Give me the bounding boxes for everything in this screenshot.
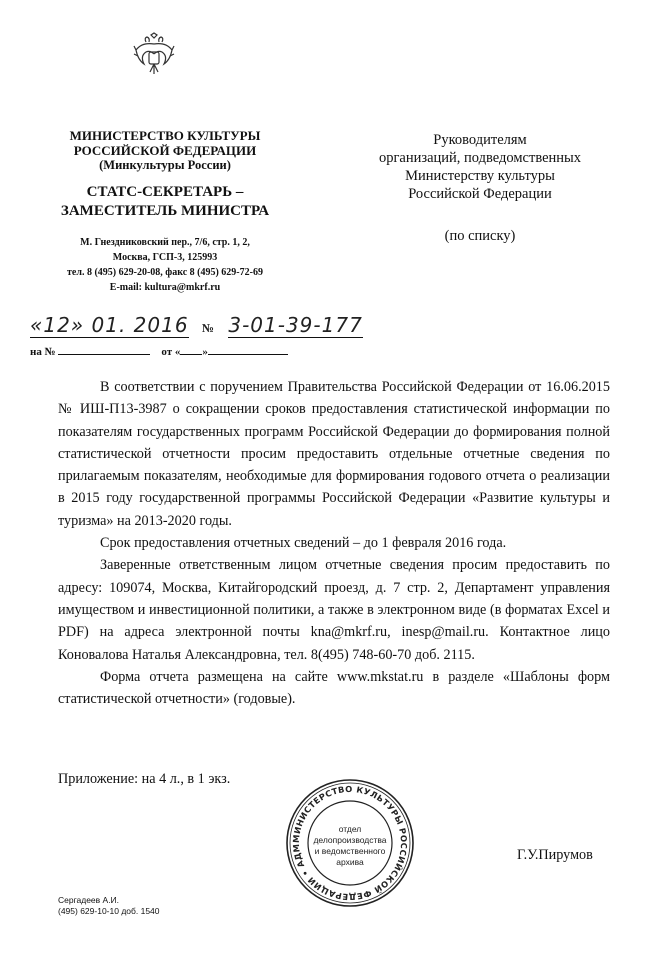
ministry-line2: РОССИЙСКОЙ ФЕДЕРАЦИИ — [73, 143, 257, 158]
na-blank — [58, 344, 150, 355]
letter-body — [58, 376, 610, 710]
address-line2: Москва, ГСП-3, 125993 — [112, 252, 218, 263]
paragraph-2: Срок предоставления отчетных сведений – до 1 февраля 2016 года. — [100, 535, 507, 552]
ministry-line1: МИНИСТЕРСТВО КУЛЬТУРЫ — [69, 128, 261, 143]
registration-date: «12» 01. 2016 — [30, 313, 189, 337]
recipient-block — [340, 131, 620, 203]
na-label: на № — [30, 346, 56, 358]
stamp-center-line4: архива — [336, 857, 364, 867]
reference-line — [30, 344, 288, 358]
paragraph-3: Заверенные ответственным лицом отчетные сведения просим предоставить по адресу: 109074, Москва, Китайгородский проезд, д. 7 стр. 2, Департамент управления имуществом и инвестиционной политики, а также в электронном виде (в форматах Excel и PDF) на адреса электронной почты kna@mkrf.ru, inesp@mail.ru. Контактное лицо Коновалова Наталья Александровна, тел. 8(495) 748-60-70 доб. 2115. — [58, 557, 610, 663]
registration-number: 3-01-39-177 — [228, 313, 363, 337]
recipient-line2: организаций, подведомственных — [378, 150, 582, 166]
recipient-line1: Руководителям — [433, 132, 527, 148]
number-sign: № — [201, 321, 215, 335]
by-list-note: (по списку) — [444, 228, 516, 244]
executor-name: Сергадеев А.И. — [58, 895, 120, 905]
ot-month-blank — [208, 344, 288, 355]
recipient-line3: Министерству культуры — [405, 168, 555, 184]
attachment-note: Приложение: на 4 л., в 1 экз. — [58, 771, 231, 787]
recipient-line4: Российской Федерации — [408, 186, 552, 202]
stamp-center-line1: отдел — [338, 824, 362, 834]
ministry-short: (Минкультуры России) — [99, 158, 231, 172]
ot-day-blank — [180, 344, 202, 355]
address-line3: тел. 8 (495) 629-20-08, факс 8 (495) 629-72-69 — [67, 267, 263, 278]
position-line1: СТАТС-СЕКРЕТАРЬ – — [86, 184, 244, 200]
address-line4: E-mail: kultura@mkrf.ru — [109, 282, 221, 293]
ministry-name — [40, 128, 290, 173]
position-line2: ЗАМЕСТИТЕЛЬ МИНИСТРА — [60, 203, 270, 219]
stamp-center-line2: делопроизводства — [313, 835, 387, 845]
ot-label: от « — [161, 346, 181, 358]
address-line1: М. Гнездниковский пер., 7/6, стр. 1, 2, — [80, 237, 250, 248]
stamp-ring-text: МИНИСТЕРСТВО КУЛЬТУРЫ РОССИЙСКОЙ ФЕДЕРАЦИИ • АДМ — [290, 783, 410, 903]
position-title — [30, 183, 300, 221]
office-stamp — [285, 778, 415, 913]
paragraph-1: В соответствии с поручением Правительства Российской Федерации от 16.06.2015 № ИШ-П13-3987 о сокращении сроков предоставления статистической информации по показателям государственных программ Российской Федерации до формирования полной статистической отчетности просим предоставить отдельные отчетные сведения по прилагаемым показателям, необходимые для формирования годового отчета о реализации в 2015 году государственной программы Российской Федерации «Развитие культуры и туризма» на 2013-2020 годы. — [58, 379, 610, 529]
ministry-address — [30, 235, 300, 295]
state-emblem — [132, 32, 176, 83]
paragraph-4: Форма отчета размещена на сайте www.mkstat.ru в разделе «Шаблоны форм статистической отчетности» (годовые). — [58, 668, 610, 708]
executor-phone: (495) 629-10-10 доб. 1540 — [58, 906, 160, 916]
stamp-center-line3: и ведомственного — [314, 846, 386, 856]
executor-info — [58, 895, 160, 917]
registration-line — [30, 313, 363, 337]
ot-mid: » — [202, 346, 208, 358]
signer-name: Г.У.Пирумов — [517, 847, 593, 863]
